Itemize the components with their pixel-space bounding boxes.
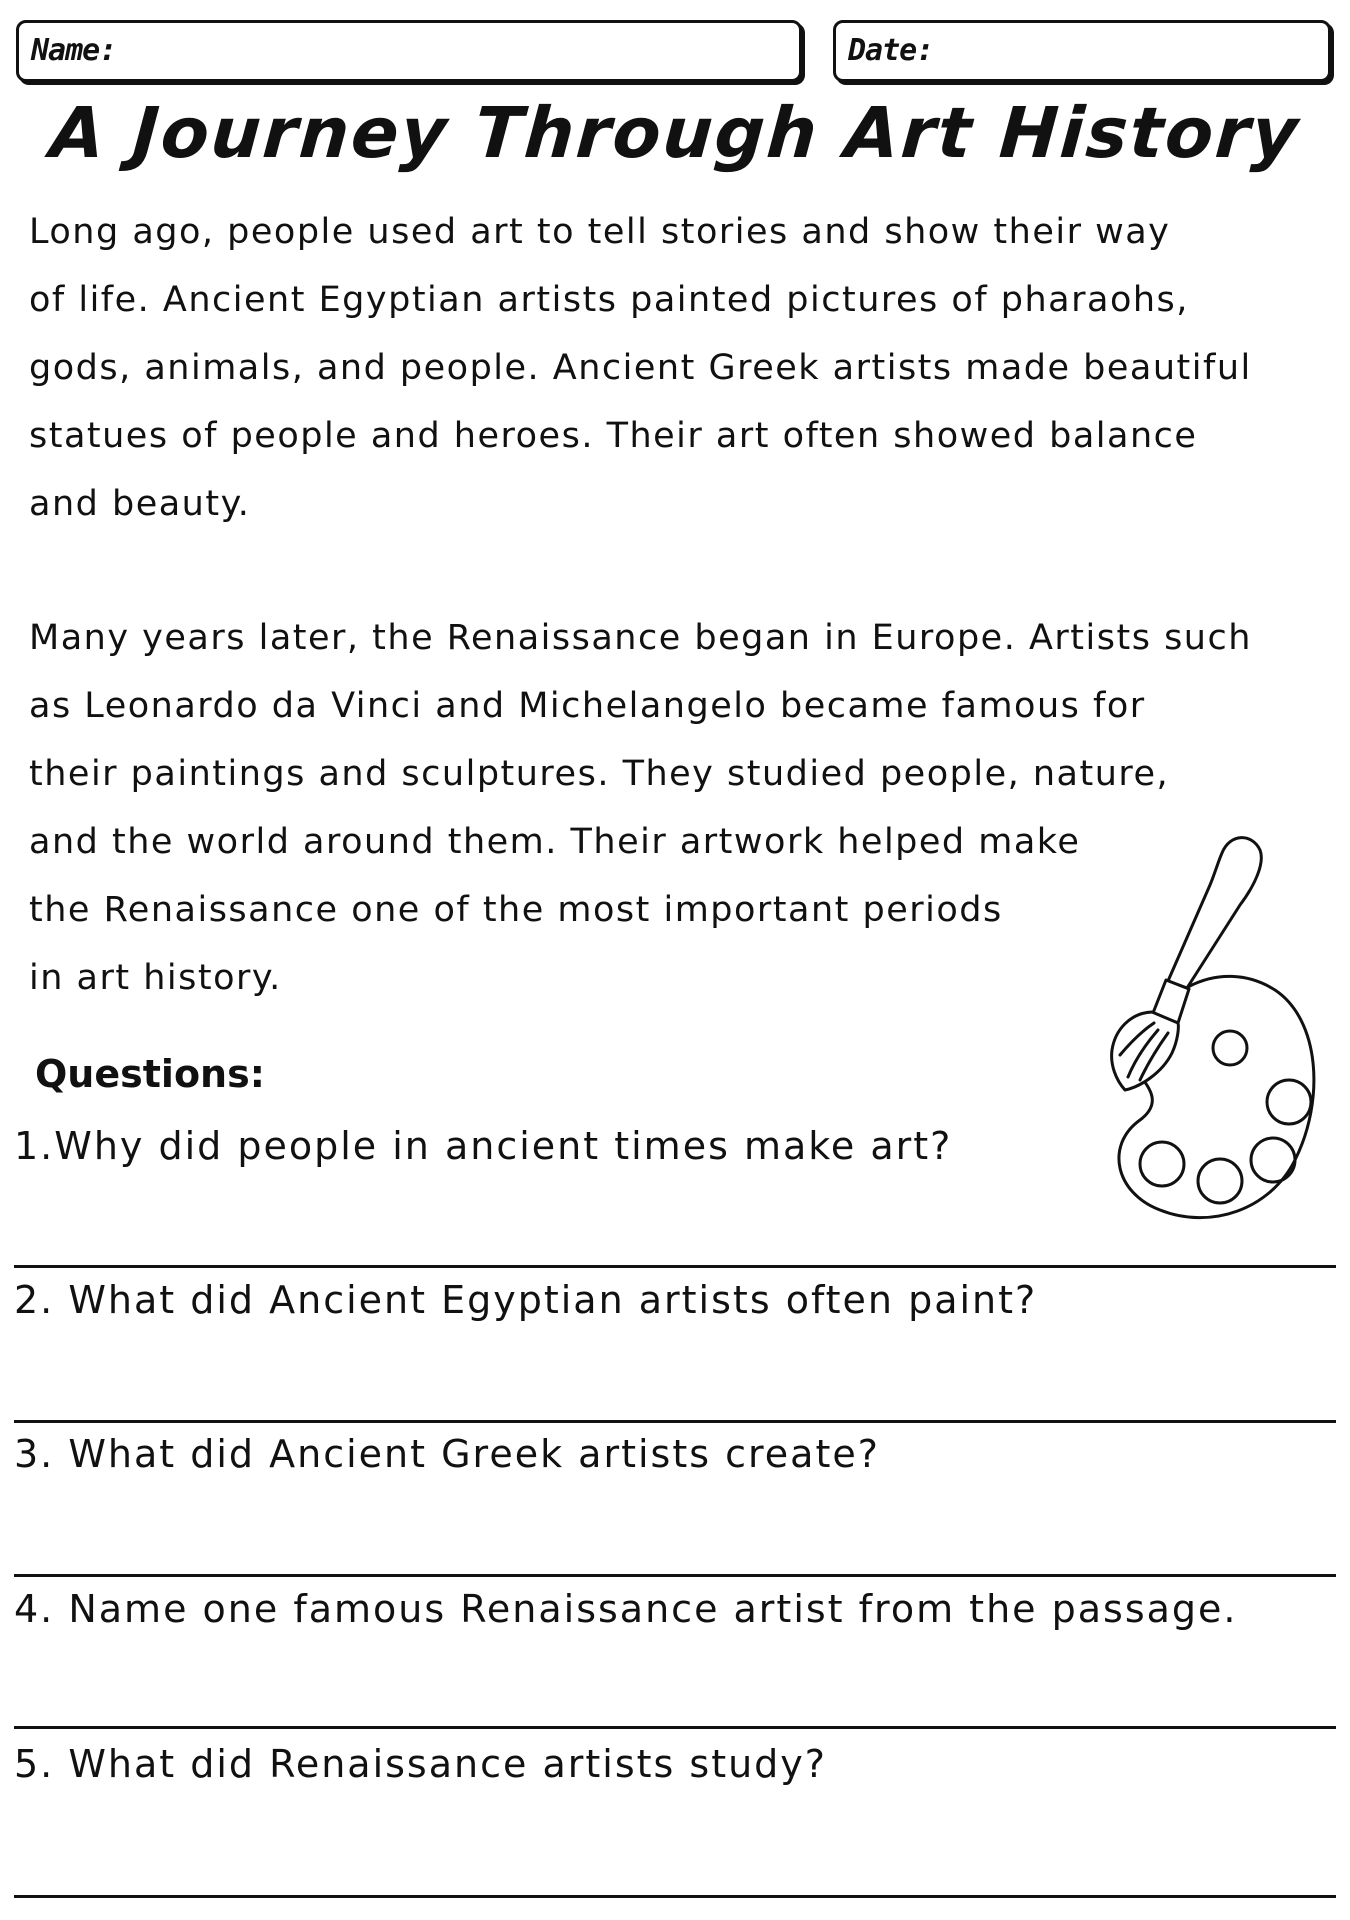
question-2: 2. What did Ancient Egyptian artists often paint?	[14, 1278, 1038, 1322]
name-label: Name:	[31, 33, 117, 68]
answer-line-5[interactable]	[14, 1895, 1336, 1898]
question-1: 1.Why did people in ancient times make art?	[14, 1124, 953, 1168]
question-3: 3. What did Ancient Greek artists create?	[14, 1432, 880, 1476]
passage-line: the Renaissance one of the most important periods	[29, 890, 1003, 930]
passage-line: of life. Ancient Egyptian artists painted pictures of pharaohs,	[29, 280, 1189, 320]
date-label: Date:	[848, 33, 934, 68]
date-field[interactable]	[833, 20, 1331, 82]
answer-line-4[interactable]	[14, 1726, 1336, 1729]
answer-line-3[interactable]	[14, 1574, 1336, 1577]
passage-line: their paintings and sculptures. They studied people, nature,	[29, 754, 1170, 794]
passage-line: Many years later, the Renaissance began in Europe. Artists such	[29, 618, 1252, 658]
brush-handle-icon	[1168, 838, 1261, 988]
answer-line-2[interactable]	[14, 1420, 1336, 1423]
passage-line: statues of people and heroes. Their art often showed balance	[29, 416, 1198, 456]
name-field[interactable]	[16, 20, 802, 82]
passage-paragraph-2	[29, 604, 1252, 1012]
answer-line-1[interactable]	[14, 1265, 1336, 1268]
paintbrush-and-palette-icon	[1080, 815, 1330, 1225]
passage-paragraph-1	[29, 198, 1252, 538]
question-4: 4. Name one famous Renaissance artist from the passage.	[14, 1587, 1238, 1631]
passage-line: as Leonardo da Vinci and Michelangelo became famous for	[29, 686, 1146, 726]
page-title: A Journey Through Art History	[47, 92, 1303, 174]
questions-heading: Questions:	[35, 1052, 265, 1096]
passage-line: Long ago, people used art to tell stories and show their way	[29, 212, 1171, 252]
passage-line: in art history.	[29, 958, 282, 998]
passage-line: and the world around them. Their artwork helped make	[29, 822, 1081, 862]
passage-line: and beauty.	[29, 484, 251, 524]
question-5: 5. What did Renaissance artists study?	[14, 1742, 827, 1786]
passage-line: gods, animals, and people. Ancient Greek artists made beautiful	[29, 348, 1252, 388]
